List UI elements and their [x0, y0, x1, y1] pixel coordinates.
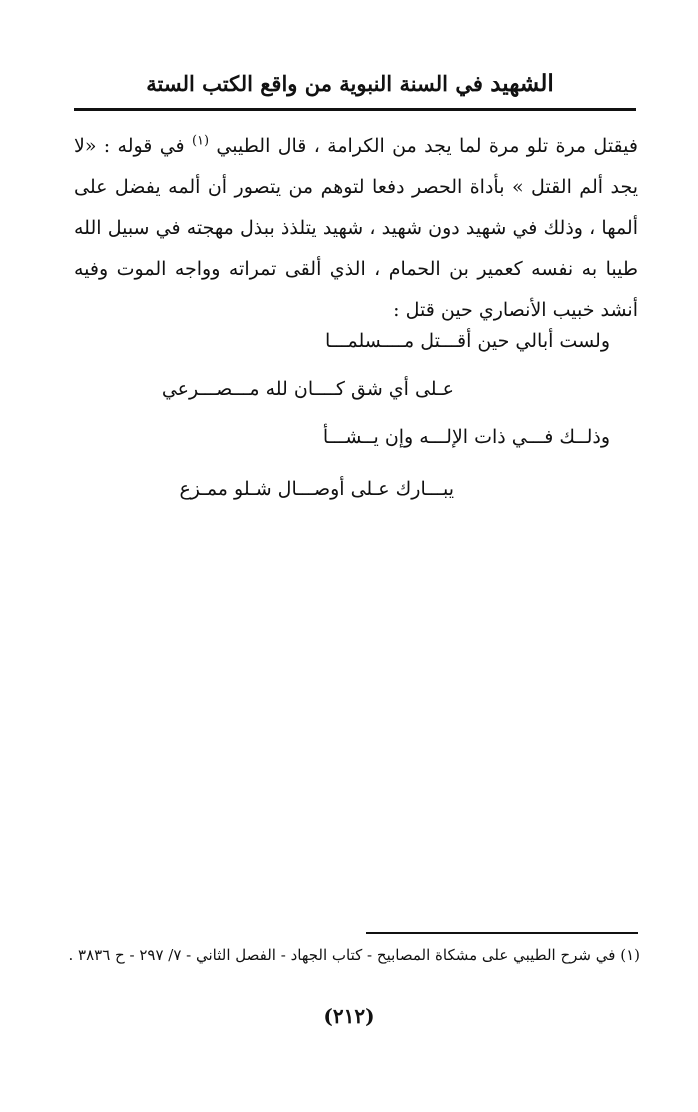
verse-line-2: عـلى أي شق كــــان لله مـــصـــرعي [161, 378, 454, 400]
header-rule [74, 108, 636, 111]
footnote-reference: (١) [191, 133, 210, 149]
body-segment-2: في قوله : «لا يجد ألم القتل » بأداة الحصر دفعا لتوهم من يتصور أن ألمه يفضل على ألمها ، وذلك في شهيد دون شهيد ، شهيد يتلذذ ببذل مهجته في سبيل الله طيبا به نفسه كعمير بن الحمام ، الذي ألقى تمراته وواجه الموت وفيه أنشد خبيب الأنصاري حين قتل : [74, 135, 638, 321]
verse-line-3: وذلــك فـــي ذات الإلـــه وإن يــشـــأ [322, 426, 610, 448]
body-segment-1: فيقتل مرة تلو مرة لما يجد من الكرامة ، قال الطيبي [216, 135, 638, 157]
header-title-first-word: الشهيد [490, 70, 554, 97]
footnote-rule [366, 932, 638, 934]
page-number: (٢١٢) [323, 1004, 375, 1028]
footnote-text: (١) في شرح الطيبي على مشكاة المصابيح - كتاب الجهاد - الفصل الثاني - ٧/ ٢٩٧ - ح ٣٨٣٦ . [68, 946, 640, 964]
running-header [70, 70, 630, 97]
header-title-rest: في السنة النبوية من واقع الكتب الستة [146, 71, 483, 96]
body-paragraph [74, 126, 638, 331]
verse-line-1: ولست أبالي حين أقـــتل مــــسلمـــا [325, 330, 610, 352]
verse-line-4: يبـــارك عـلى أوصـــال شـلو ممـزع [179, 478, 454, 500]
